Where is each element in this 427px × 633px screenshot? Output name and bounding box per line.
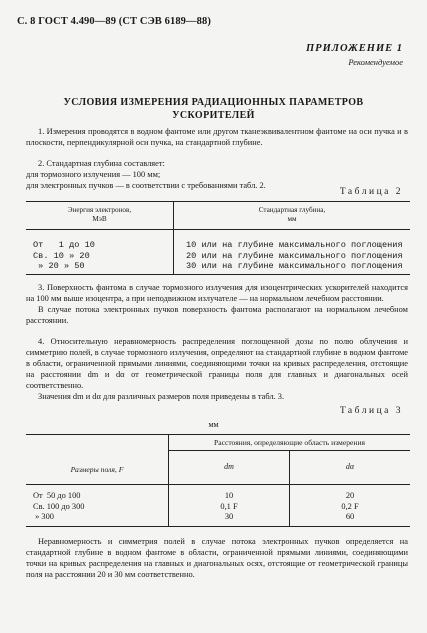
paragraph-4-text: 4. Относительную неравномерность распределения поглощенной дозы по полю облучения и симметрию полей, в случае тормозного излучения, определяют на стандартной глубине в водном фантоме в области, ограниченной прямыми линиями, соединяющими точки на кривых распределения, отстоящие на расстоянии dm и dα от геометрической границы поля для главных и диагональных осей соответственно. [26,337,408,390]
paragraph-3-text: 3. Поверхность фантома в случае тормозного излучения для изоцентрических ускорителей находится на 100 мм выше изоцентра, а при неподвижном излучателе — на нормальном лечебном расстоянии. [26,283,408,303]
table2-energy-column [33,240,95,272]
table3-group-rule [168,450,410,451]
table2-caption: Таблица 2 [339,187,403,197]
table3-col1-header: Размеры поля, F [70,465,124,474]
table-row: » 300 [33,512,54,521]
table-row: » 20 » 50 [33,261,85,271]
table-cell: 10 [224,491,234,500]
paragraph-3b-text: В случае потока электронных пучков поверхность фантома располагают на нормальном лечебном расстоянии. [26,304,408,325]
table3-caption: Таблица 3 [339,406,403,416]
table-cell: 60 [345,512,355,521]
table-cell: 20 или на глубине максимального поглощения [186,250,403,261]
table3-size-column [33,491,85,523]
section-title-line1: УСЛОВИЯ ИЗМЕРЕНИЯ РАДИАЦИОННЫХ ПАРАМЕТРОВ [63,97,364,108]
table2-col2-header: Стандартная глубина, мм [258,206,326,223]
paragraph-2-line1: для тормозного излучения — 100 мм; [26,169,161,179]
table3-dm-header: dm [224,462,234,471]
table3-bottom-rule [26,526,410,527]
table-cell: 10 или на глубине максимального поглощения [186,240,403,250]
table-cell: 0,2 F [341,501,359,511]
table-row: От 50 до 100 [33,491,81,500]
table2-top-rule [26,201,410,202]
appendix-subtitle: Рекомендуемое [348,57,403,67]
table3-unit: мм [208,420,219,429]
paragraph-4b-text: Значения dm и dα для различных размеров поля приведены в табл. 3. [38,391,285,401]
table3-da-header: dα [345,462,355,471]
table3-dm-column [169,491,289,523]
table3-da-column [290,491,410,523]
table-cell: 0,1 F [220,501,238,511]
table3-top-rule [26,434,410,435]
table-row: Св. 100 до 300 [33,501,85,511]
section-title-line2: УСКОРИТЕЛЕЙ [172,110,255,121]
paragraph-5 [26,537,408,581]
appendix-title: ПРИЛОЖЕНИЕ 1 [306,43,403,54]
table-row: От 1 до 10 [33,240,95,250]
table-cell: 30 [224,512,234,521]
table2-bottom-rule [26,274,410,275]
paragraph-1 [26,127,408,149]
paragraph-2-lead: 2. Стандартная глубина составляет: [38,159,165,168]
table2-col1-header: Энергия электронов, МэВ [67,206,132,223]
table-row: Св. 10 » 20 [33,250,90,261]
table3-header-rule [26,484,410,485]
paragraph-5-text: Неравномерность и симметрия полей в случае потока электронных пучков определяется на стандартной глубине в водном фантоме в области, ограниченной прямыми линиями, соединяющими точки на кривых распределения на главных и диагональных осях, отстоящие от геометрической границы поля на расстоянии 20 и 30 мм соответственно. [26,537,408,579]
paragraph-2-line2: для электронных пучков — в соответствии с требованиями табл. 2. [26,180,266,190]
table-cell: 20 [345,491,355,500]
table3-group-header: Расстояния, определяющие область измерения [213,438,365,447]
table2-depth-column [186,240,403,272]
table-cell: 30 или на глубине максимального поглощения [186,261,403,271]
paragraph-1-text: 1. Измерения проводятся в водном фантоме или другом тканеэквивалентном фантоме на оси пучка и в плоскости, перпендикулярной оси пучка, на стандартной глубине. [26,127,408,147]
paragraph-3 [26,283,408,327]
paragraph-4 [26,337,408,402]
page-header: С. 8 ГОСТ 4.490—89 (СТ СЭВ 6189—88) [17,16,211,27]
table2-header-rule [26,229,410,230]
